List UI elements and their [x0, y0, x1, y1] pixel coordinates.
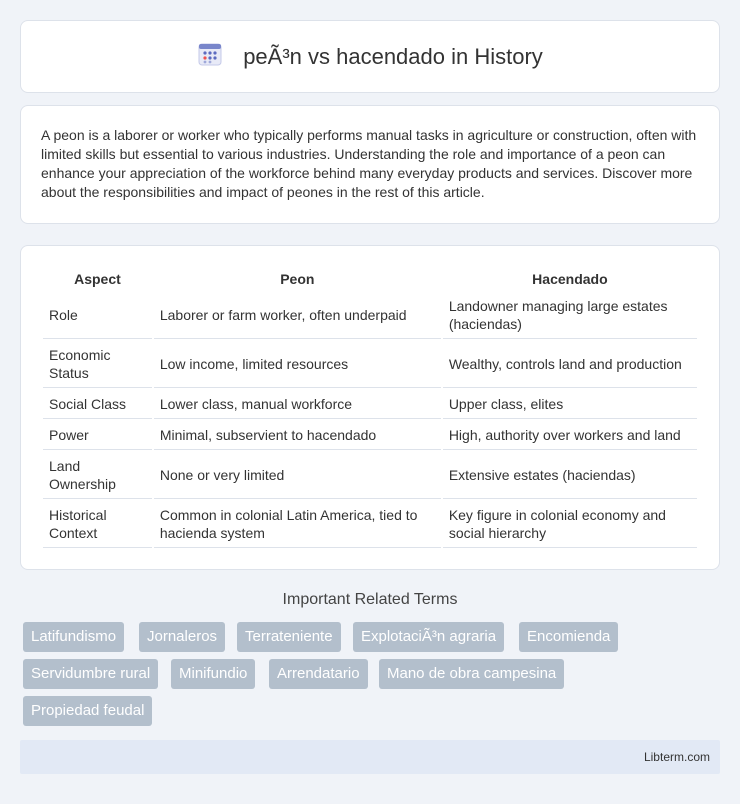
table-header-row — [43, 268, 697, 290]
column-header-peon: Peon — [280, 271, 315, 287]
table-cell: Laborer or farm worker, often underpaid — [154, 292, 441, 339]
table-row — [43, 452, 697, 499]
tag-jornaleros[interactable]: Jornaleros — [139, 622, 225, 652]
table-cell: Wealthy, controls land and production — [443, 341, 697, 388]
table-row — [43, 421, 697, 450]
table-cell: Landowner managing large estates (haciendas) — [443, 292, 697, 339]
tag-minifundio[interactable]: Minifundio — [171, 659, 255, 689]
header-card — [20, 20, 720, 93]
table-cell: Economic Status — [43, 341, 152, 388]
tag-servidumbre-rural[interactable]: Servidumbre rural — [23, 659, 158, 689]
table-cell: Low income, limited resources — [154, 341, 441, 388]
tag-propiedad-feudal[interactable]: Propiedad feudal — [23, 696, 152, 726]
intro-paragraph: A peon is a laborer or worker who typically performs manual tasks in agriculture or construction, often with limited skills but essential to various industries. Understanding the role and importance of a peon can enhance your appreciation of the workforce behind many everyday products and services. Discover more about the responsibilities and impact of peones in the rest of this article. — [41, 127, 697, 200]
table-cell: Minimal, subservient to hacendado — [154, 421, 441, 450]
document-grid-icon — [197, 41, 223, 72]
table-cell: Extensive estates (haciendas) — [443, 452, 697, 499]
table-cell: Land Ownership — [43, 452, 152, 499]
table-cell: High, authority over workers and land — [443, 421, 697, 450]
footer — [20, 740, 720, 774]
table-row — [43, 292, 697, 339]
table-cell: Key figure in colonial economy and social hierarchy — [443, 501, 697, 548]
table-row — [43, 501, 697, 548]
intro-card — [20, 105, 720, 224]
table-cell: Social Class — [43, 390, 152, 419]
tag-arrendatario[interactable]: Arrendatario — [269, 659, 368, 689]
column-header-aspect: Aspect — [74, 271, 121, 287]
tag-explotacion-agraria[interactable]: ExplotaciÃ³n agraria — [353, 622, 504, 652]
tag-latifundismo[interactable]: Latifundismo — [23, 622, 124, 652]
tag-encomienda[interactable]: Encomienda — [519, 622, 618, 652]
table-row — [43, 390, 697, 419]
page-title: peÃ³n vs hacendado in History — [243, 43, 543, 69]
table-cell: Common in colonial Latin America, tied to hacienda system — [154, 501, 441, 548]
footer-site-link[interactable]: Libterm.com — [643, 750, 710, 764]
table-cell: Historical Context — [43, 501, 152, 548]
table-cell: Power — [43, 421, 152, 450]
comparison-card — [20, 245, 720, 570]
table-cell: None or very limited — [154, 452, 441, 499]
column-header-hacendado: Hacendado — [532, 271, 608, 287]
table-cell: Upper class, elites — [443, 390, 697, 419]
table-row — [43, 341, 697, 388]
comparison-table — [41, 266, 699, 550]
table-cell: Role — [43, 292, 152, 339]
tag-mano-de-obra-campesina[interactable]: Mano de obra campesina — [379, 659, 564, 689]
table-cell: Lower class, manual workforce — [154, 390, 441, 419]
related-terms-title: Important Related Terms — [282, 591, 458, 608]
tag-terrateniente[interactable]: Terrateniente — [237, 622, 341, 652]
